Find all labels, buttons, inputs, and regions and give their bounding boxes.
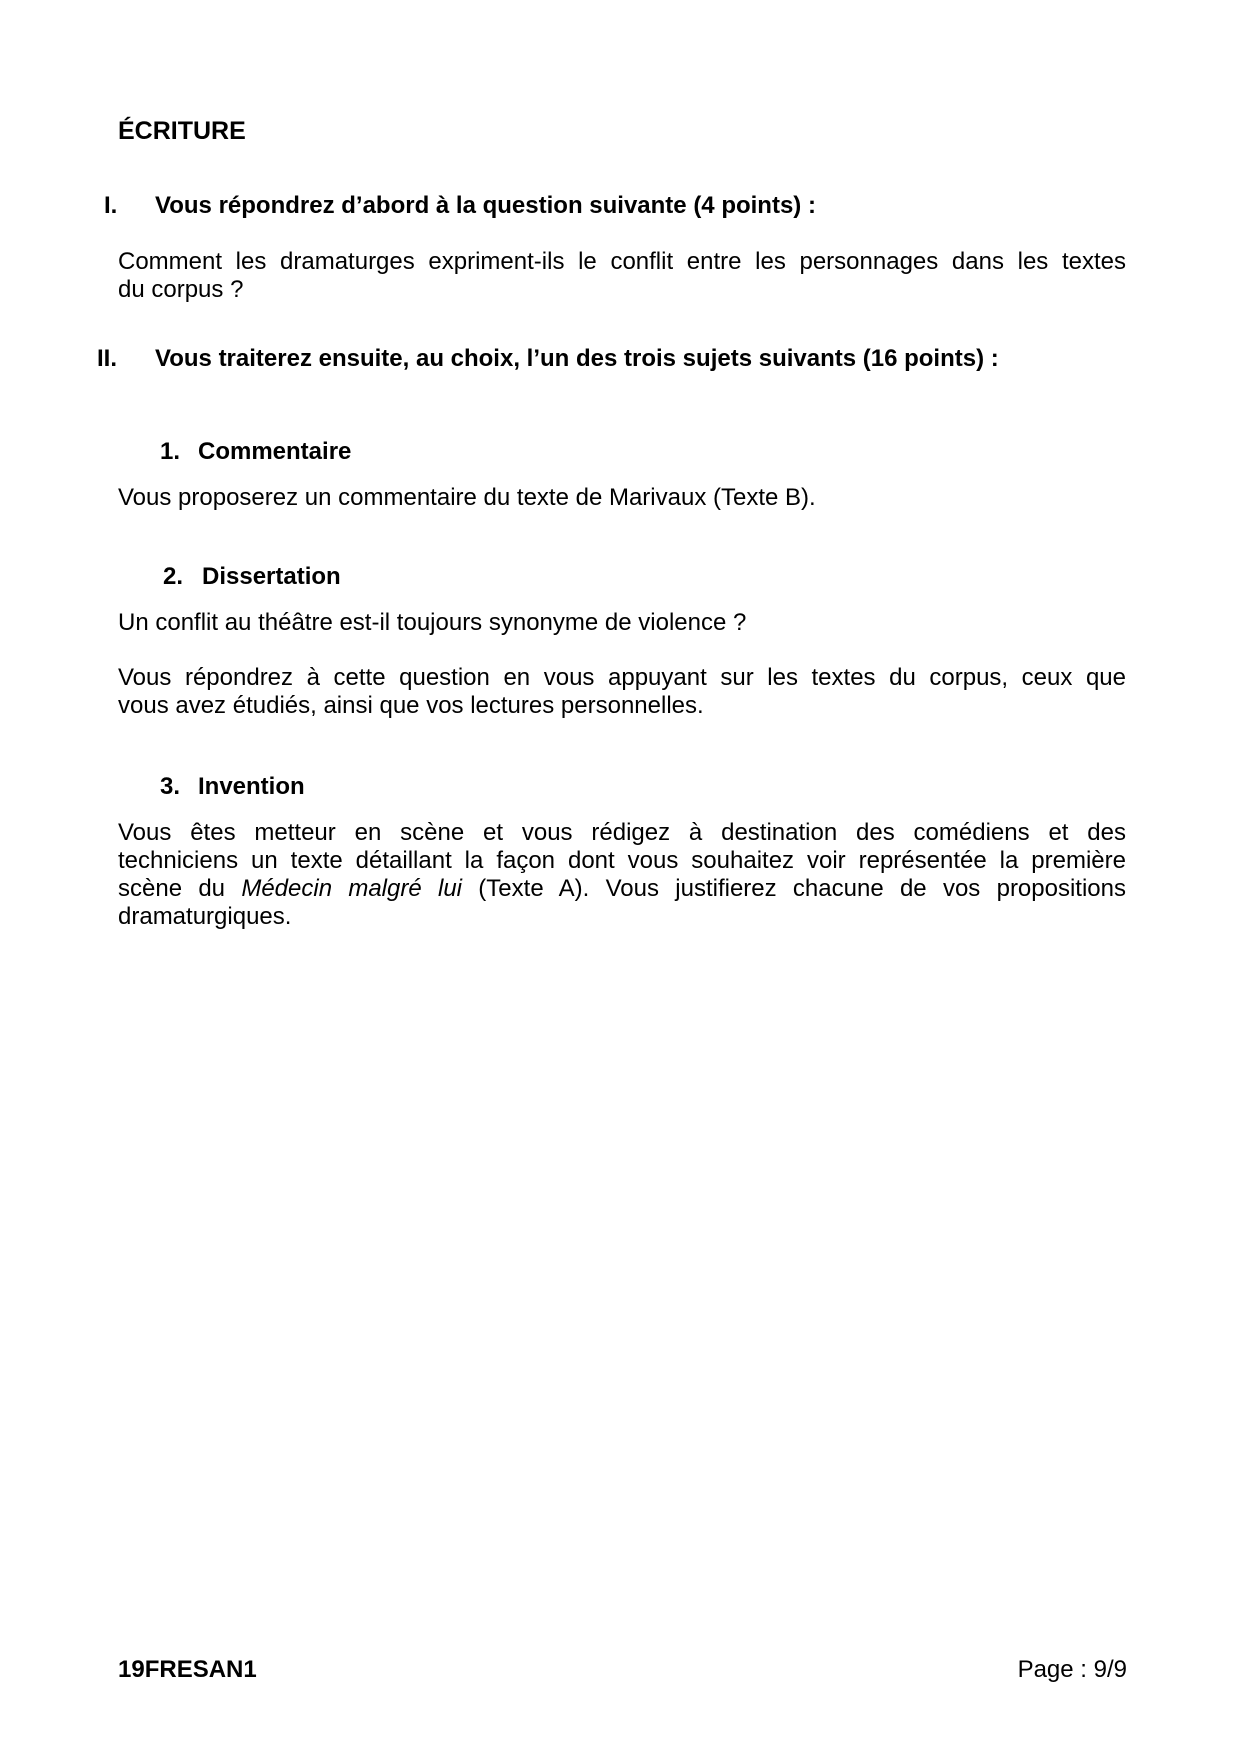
page-title: ÉCRITURE [118,117,246,145]
section-1-heading: Vous répondrez d’abord à la question suivante (4 points) : [155,192,816,219]
section-1-numeral: I. [104,192,118,219]
subject-3-title: Invention [198,773,305,800]
subject-1-text: Vous proposerez un commentaire du texte de Marivaux (Texte B). [118,484,816,511]
section-1-question-line-1: Comment les dramaturges expriment-ils le conflit entre les personnages dans les textes [118,248,1126,275]
subject-2-instructions-line-2: vous avez étudiés, ainsi que vos lectures personnelles. [118,692,704,719]
subject-3-line-3-after: (Texte A). Vous justifierez chacune de vos propositions [462,875,1127,902]
subject-3-line-3 [118,875,1126,903]
subject-2-instructions [118,664,1126,720]
document-code: 19FRESAN1 [118,1656,257,1683]
page-number: Page : 9/9 [1017,1656,1127,1683]
subject-2-title: Dissertation [202,563,341,590]
section-2-numeral: II. [97,345,118,372]
section-1-question [118,248,1126,304]
subject-1-number: 1. [160,438,181,465]
subject-3-line-2: techniciens un texte détaillant la façon dont vous souhaitez voir représentée la première [118,847,1126,874]
subject-2-number: 2. [163,563,184,590]
subject-2-instructions-line-1: Vous répondrez à cette question en vous appuyant sur les textes du corpus, ceux que [118,664,1126,691]
subject-3-line-4: dramaturgiques. [118,903,292,930]
subject-3-work-title: Médecin malgré lui [241,875,463,902]
subject-3-line-1: Vous êtes metteur en scène et vous rédigez à destination des comédiens et des [118,819,1126,846]
subject-3-line-3-before: scène du [118,875,242,902]
subject-3-text [118,819,1126,931]
subject-1-title: Commentaire [198,438,352,465]
subject-2-question: Un conflit au théâtre est-il toujours synonyme de violence ? [118,609,747,636]
section-2-heading: Vous traiterez ensuite, au choix, l’un des trois sujets suivants (16 points) : [155,345,999,372]
section-1-question-line-2: du corpus ? [118,276,244,303]
subject-3-number: 3. [160,773,181,800]
